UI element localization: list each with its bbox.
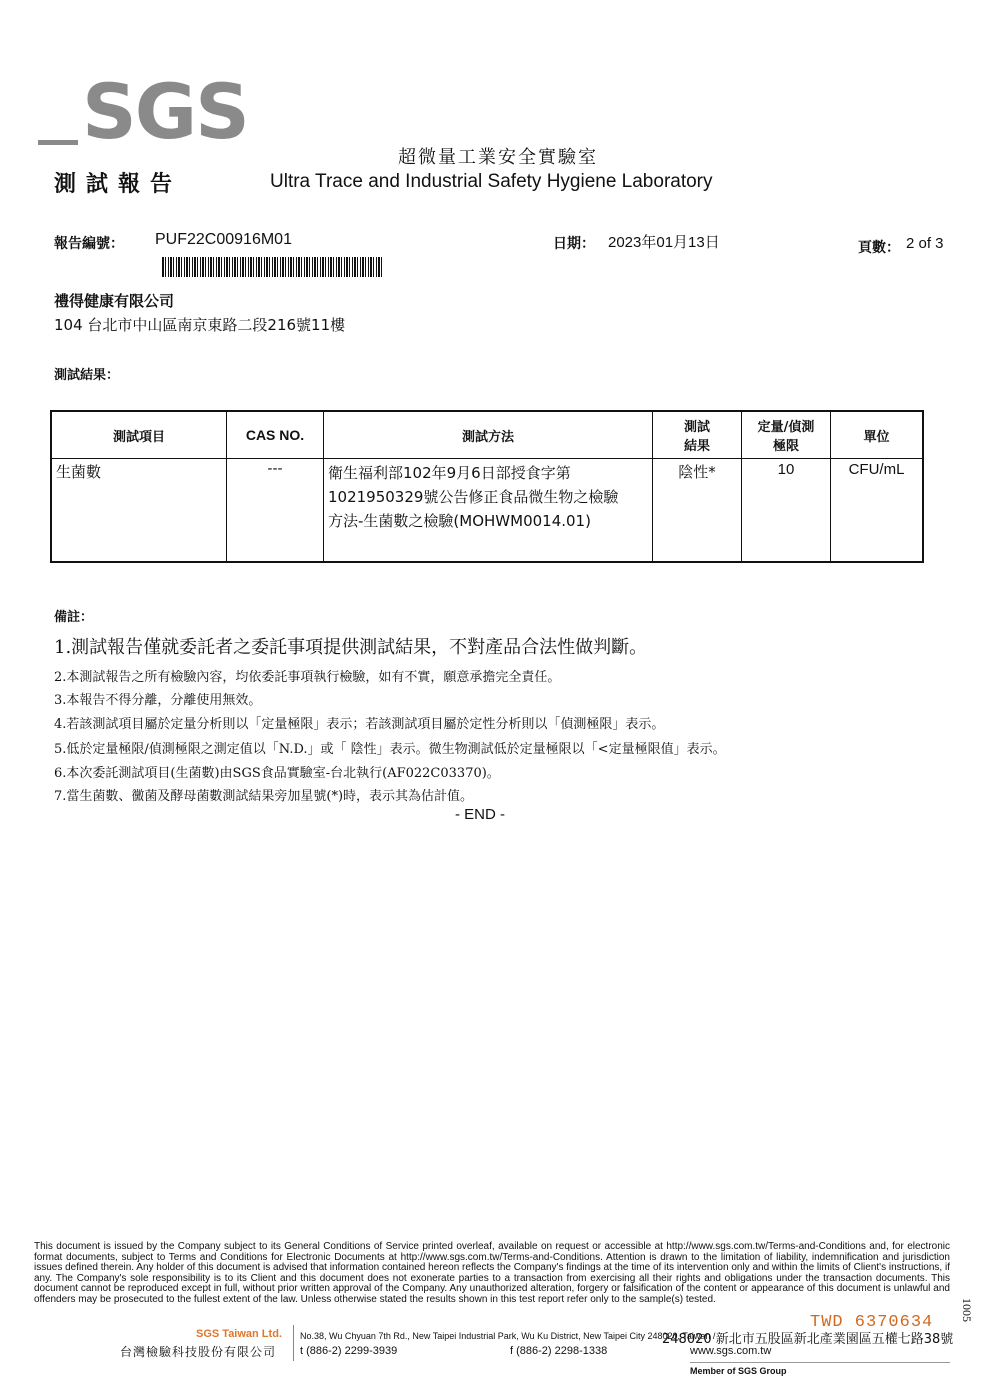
cell-method	[324, 459, 653, 563]
header-limit-line1: 定量/偵測	[757, 420, 815, 435]
company-name-cn: 台灣檢驗科技股份有限公司	[120, 1345, 277, 1359]
page-number: 2 of 3	[906, 235, 944, 252]
note-item: 4.若該測試項目屬於定量分析則以「定量極限」表示；若該測試項目屬於定性分析則以「偵測極限」表示。	[54, 717, 665, 732]
note-item: 1.測試報告僅就委託者之委託事項提供測試結果，不對產品合法性做判斷。	[54, 637, 648, 658]
table-header-row	[51, 411, 923, 459]
logo-text: SGS	[82, 67, 248, 156]
cell-item: 生菌數	[51, 459, 227, 563]
report-no-label: 報告編號：	[54, 236, 124, 252]
note-item: 3.本報告不得分離，分離使用無效。	[54, 693, 262, 708]
end-marker: - END -	[455, 806, 505, 823]
header-limit	[742, 411, 831, 459]
client-address: 104 台北市中山區南京東路二段216號11樓	[54, 316, 346, 334]
page-label: 頁數：	[858, 240, 900, 256]
header-result-line1: 測試	[683, 420, 710, 435]
notes-label: 備註：	[54, 610, 94, 625]
cell-method-line1: 衛生福利部102年9月6日部授食字第	[328, 464, 571, 482]
client-name: 禮得健康有限公司	[54, 292, 175, 310]
header-limit-line2: 極限	[772, 439, 799, 454]
cell-method-line2: 1021950329號公告修正食品微生物之檢驗	[328, 488, 619, 506]
footer-fax: f (886-2) 2298-1338	[510, 1345, 608, 1357]
table-row	[51, 459, 923, 563]
results-label: 測試結果：	[54, 368, 120, 383]
header-result	[653, 411, 742, 459]
lab-name-en: Ultra Trace and Industrial Safety Hygiene Laboratory	[270, 171, 713, 192]
note-item: 6.本次委託測試項目(生菌數)由SGS食品實驗室-台北執行(AF022C03370)。	[54, 766, 500, 781]
footer-tel: t (886-2) 2299-3939	[300, 1345, 398, 1357]
cell-cas: ---	[227, 459, 324, 563]
header-cas: CAS NO.	[227, 411, 324, 459]
logo-underline	[38, 140, 78, 145]
note-item: 5.低於定量極限/偵測極限之測定值以「N.D.」或「 陰性」表示。微生物測試低於定量極限以「<定量極限值」表示。	[54, 742, 726, 757]
footer-divider	[293, 1325, 294, 1361]
cell-result: 陰性*	[653, 459, 742, 563]
address-cn: 248020 新北市五股區新北產業園區五權七路38號	[662, 1332, 954, 1347]
cell-method-line3: 方法-生菌數之檢驗(MOHWM0014.01)	[328, 512, 591, 530]
member-text: Member of SGS Group	[690, 1366, 787, 1376]
side-code: 1005	[960, 1298, 974, 1322]
company-name-en: SGS Taiwan Ltd.	[196, 1328, 282, 1340]
address-en: No.38, Wu Chyuan 7th Rd., New Taipei Industrial Park, Wu Ku District, New Taipei City 248020, Taiwan /	[300, 1331, 716, 1341]
report-no: PUF22C00916M01	[155, 231, 292, 248]
note-item: 2.本測試報告之所有檢驗內容，均依委託事項執行檢驗，如有不實，願意承擔完全責任。	[54, 670, 561, 685]
serial-number: TWD 6370634	[810, 1313, 934, 1332]
footer-rule	[690, 1362, 950, 1363]
barcode	[162, 257, 384, 277]
lab-name-cn: 超微量工業安全實驗室	[398, 147, 598, 168]
note-item: 7.當生菌數、黴菌及酵母菌數測試結果旁加星號(*)時，表示其為估計值。	[54, 789, 474, 804]
header-result-line2: 結果	[683, 439, 710, 454]
cell-limit: 10	[742, 459, 831, 563]
sgs-logo	[38, 67, 248, 156]
footer-web: www.sgs.com.tw	[690, 1345, 772, 1357]
header-item: 測試項目	[51, 411, 227, 459]
results-table	[50, 410, 924, 563]
header-unit: 單位	[831, 411, 924, 459]
report-date: 2023年01月13日	[608, 234, 720, 251]
report-title: 測試報告	[54, 171, 183, 197]
date-label: 日期：	[553, 236, 595, 252]
header-method: 測試方法	[324, 411, 653, 459]
cell-unit: CFU/mL	[831, 459, 924, 563]
footer-disclaimer: This document is issued by the Company subject to its General Conditions of Service printed overleaf, available on request or accessible at http://www.sgs.com.tw/Terms-and-Conditions and, for electronic format documents, subject to Terms and Conditions for Electronic Documents at http://www.sgs.com.tw/Terms-and-Conditions. Attention is drawn to the limitation of liability, indemnification and jurisdiction issues defined therein. Any holder of this document is advised that information contained hereon reflects the Company's findings at the time of its intervention only and within the limits of Client's instructions, if any. The Company's sole responsibility is to its Client and this document does not exonerate parties to a transaction from exercising all their rights and obligations under the transaction documents. This document cannot be reproduced except in full, without prior written approval of the Company. Any unauthorized alteration, forgery or falsification of the content or appearance of this document is unlawful and offenders may be prosecuted to the fullest extent of the law. Unless otherwise stated the results shown in this test report refer only to the sample(s) tested.	[34, 1241, 950, 1305]
